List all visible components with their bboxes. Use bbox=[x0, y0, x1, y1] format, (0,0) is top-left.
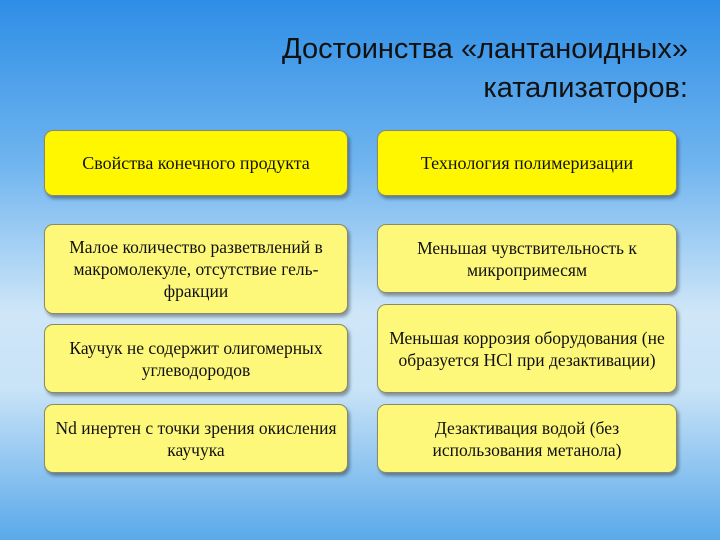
title-line-1: Достоинства «лантаноидных» bbox=[282, 33, 688, 65]
left-column-header-text: Свойства конечного продукта bbox=[82, 153, 310, 173]
right-item-2-text: Меньшая коррозия оборудования (не образуется HCl при дезактивации) bbox=[389, 327, 665, 370]
right-item-1-text: Меньшая чувствительность к микропримесям bbox=[417, 237, 637, 280]
left-item-2 bbox=[44, 324, 348, 393]
title-line-2: катализаторов: bbox=[483, 72, 688, 104]
right-item-3-text: Дезактивация водой (без использования метанола) bbox=[432, 417, 622, 460]
left-item-3 bbox=[44, 404, 348, 473]
left-item-2-text: Каучук не содержит олигомерных углеводородов bbox=[69, 337, 323, 380]
left-item-3-text: Nd инертен с точки зрения окисления каучука bbox=[55, 417, 337, 460]
left-column-header bbox=[44, 130, 348, 196]
right-column-header-text: Технология полимеризации bbox=[420, 153, 634, 173]
right-item-1 bbox=[377, 224, 677, 293]
slide-title bbox=[128, 30, 688, 108]
right-item-3 bbox=[377, 404, 677, 473]
left-item-1 bbox=[44, 224, 348, 314]
left-item-1-text: Малое количество разветвлений в макромолекуле, отсутствие гель-фракции bbox=[69, 237, 323, 301]
right-item-2 bbox=[377, 304, 677, 393]
right-column-header bbox=[377, 130, 677, 196]
